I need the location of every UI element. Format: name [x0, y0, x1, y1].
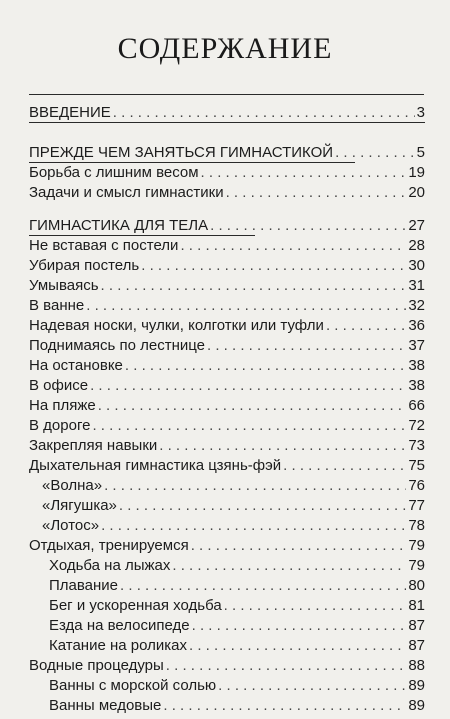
- toc-entry-page: 31: [408, 277, 425, 294]
- dot-leader: [326, 316, 406, 336]
- toc-entry-page: 89: [408, 677, 425, 694]
- dot-leader: [226, 183, 407, 203]
- toc-entry: [29, 536, 425, 556]
- toc-entry-page: 89: [408, 697, 425, 714]
- dot-leader: [192, 616, 407, 636]
- toc-entry-page: 36: [408, 317, 425, 334]
- toc-entry-label: ГИМНАСТИКА ДЛЯ ТЕЛА: [29, 217, 209, 234]
- toc-entry-label: В ванне: [29, 297, 85, 314]
- toc-entry-page: 73: [408, 437, 425, 454]
- toc-entry: [29, 276, 425, 296]
- toc-entry-label: Умываясь: [29, 277, 99, 294]
- toc-entry: [29, 236, 425, 256]
- toc-entry-page: 80: [408, 577, 425, 594]
- toc-entry-label: Бег и ускоренная ходьба: [49, 597, 222, 614]
- dot-leader: [335, 143, 415, 163]
- toc-entry-page: 77: [408, 497, 425, 514]
- toc-entry-label: «Лотос»: [42, 517, 100, 534]
- toc-entry: [29, 296, 425, 316]
- toc-entry-page: 87: [408, 637, 425, 654]
- toc-entry-label: Закрепляя навыки: [29, 437, 158, 454]
- toc-entry: [29, 656, 425, 676]
- toc-entry-label: Поднимаясь по лестнице: [29, 337, 205, 354]
- toc-entry: [49, 676, 425, 696]
- dot-leader: [104, 476, 406, 496]
- dot-leader: [207, 336, 406, 356]
- dot-leader: [101, 516, 406, 536]
- toc-entry: [29, 316, 425, 336]
- dot-leader: [159, 436, 406, 456]
- toc-entry-label: Дыхательная гимнастика цзянь-фэй: [29, 457, 282, 474]
- toc-entry: [29, 216, 425, 236]
- toc-entry: [29, 163, 425, 183]
- dot-leader: [86, 296, 406, 316]
- dot-leader: [101, 276, 407, 296]
- toc-entry: [29, 436, 425, 456]
- toc-entry-label: Катание на роликах: [49, 637, 187, 654]
- toc-entry-label: Плавание: [49, 577, 119, 594]
- toc-entry-page: 37: [408, 337, 425, 354]
- toc-entry-page: 79: [408, 537, 425, 554]
- toc-entry-page: 20: [408, 184, 425, 201]
- dot-leader: [224, 596, 407, 616]
- toc-entry: [29, 183, 425, 203]
- dot-leader: [119, 496, 406, 516]
- toc-entry: [49, 596, 425, 616]
- toc-entry-page: 19: [408, 164, 425, 181]
- toc-entry-page: 87: [408, 617, 425, 634]
- toc-entry-page: 27: [408, 217, 425, 234]
- toc-entry-label: На остановке: [29, 357, 123, 374]
- page-title: СОДЕРЖАНИЕ: [117, 32, 333, 65]
- toc-entry: [29, 356, 425, 376]
- toc-entry: [42, 516, 425, 536]
- dot-leader: [218, 676, 406, 696]
- toc-entry: [29, 143, 425, 163]
- toc-entry-label: «Лягушка»: [42, 497, 117, 514]
- toc-entry-label: Водные процедуры: [29, 657, 164, 674]
- toc-entry-label: Задачи и смысл гимнастики: [29, 184, 224, 201]
- dot-leader: [125, 356, 406, 376]
- dot-leader: [283, 456, 406, 476]
- toc-entry: [49, 556, 425, 576]
- toc-entry-label: Ванны с морской солью: [49, 677, 217, 694]
- toc-entry-label: Отдыхая, тренируемся: [29, 537, 189, 554]
- dot-leader: [172, 556, 406, 576]
- toc-entry-label: Не вставая с постели: [29, 237, 179, 254]
- dot-leader: [141, 256, 406, 276]
- toc-entry-page: 72: [408, 417, 425, 434]
- toc-entry-label: На пляже: [29, 397, 96, 414]
- toc-entry: [49, 616, 425, 636]
- toc-entry-label: Надевая носки, чулки, колготки или туфли: [29, 317, 324, 334]
- toc-entry-page: 88: [408, 657, 425, 674]
- dot-leader: [201, 163, 407, 183]
- dot-leader: [120, 576, 406, 596]
- toc-entry-label: «Волна»: [42, 477, 103, 494]
- dot-leader: [92, 416, 406, 436]
- toc-entry: [29, 336, 425, 356]
- toc-entry: [42, 476, 425, 496]
- toc-entry-label: В офисе: [29, 377, 89, 394]
- toc-entry-page: 3: [416, 104, 425, 121]
- dot-leader: [98, 396, 407, 416]
- toc-entry-page: 75: [408, 457, 425, 474]
- dot-leader: [191, 536, 407, 556]
- toc-entry-page: 30: [408, 257, 425, 274]
- dot-leader: [210, 216, 406, 236]
- toc-entry: [29, 103, 425, 123]
- toc-entry: [29, 456, 425, 476]
- dot-leader: [166, 656, 407, 676]
- toc-entry-page: 38: [408, 357, 425, 374]
- toc-entry: [49, 636, 425, 656]
- dot-leader: [189, 636, 406, 656]
- toc-entry-label: Езда на велосипеде: [49, 617, 190, 634]
- toc-entry-page: 78: [408, 517, 425, 534]
- toc-entry-page: 81: [408, 597, 425, 614]
- toc-entry: [42, 496, 425, 516]
- toc-entry-page: 76: [408, 477, 425, 494]
- toc-entry: [29, 256, 425, 276]
- toc-entry-page: 32: [408, 297, 425, 314]
- toc-entry: [29, 376, 425, 396]
- section-rule: [29, 122, 425, 123]
- dot-leader: [163, 696, 406, 716]
- toc-entry-label: Ходьба на лыжах: [49, 557, 171, 574]
- toc-entry: [29, 416, 425, 436]
- dot-leader: [90, 376, 406, 396]
- toc-entry-page: 79: [408, 557, 425, 574]
- toc-entry-label: Борьба с лишним весом: [29, 164, 199, 181]
- toc-entry-label: Ванны медовые: [49, 697, 162, 714]
- toc-entry: [49, 576, 425, 596]
- toc-entry-label: ПРЕЖДЕ ЧЕМ ЗАНЯТЬСЯ ГИМНАСТИКОЙ: [29, 144, 334, 161]
- toc-entry-page: 5: [416, 144, 425, 161]
- dot-leader: [113, 103, 415, 123]
- toc-entry: [49, 696, 425, 716]
- toc-entry-label: Убирая постель: [29, 257, 140, 274]
- toc-entry-page: 38: [408, 377, 425, 394]
- toc-entry-page: 66: [408, 397, 425, 414]
- toc-entry-label: ВВЕДЕНИЕ: [29, 104, 111, 121]
- toc-entry-page: 28: [408, 237, 425, 254]
- dot-leader: [180, 236, 406, 256]
- toc-entry-label: В дороге: [29, 417, 91, 434]
- toc-entry: [29, 396, 425, 416]
